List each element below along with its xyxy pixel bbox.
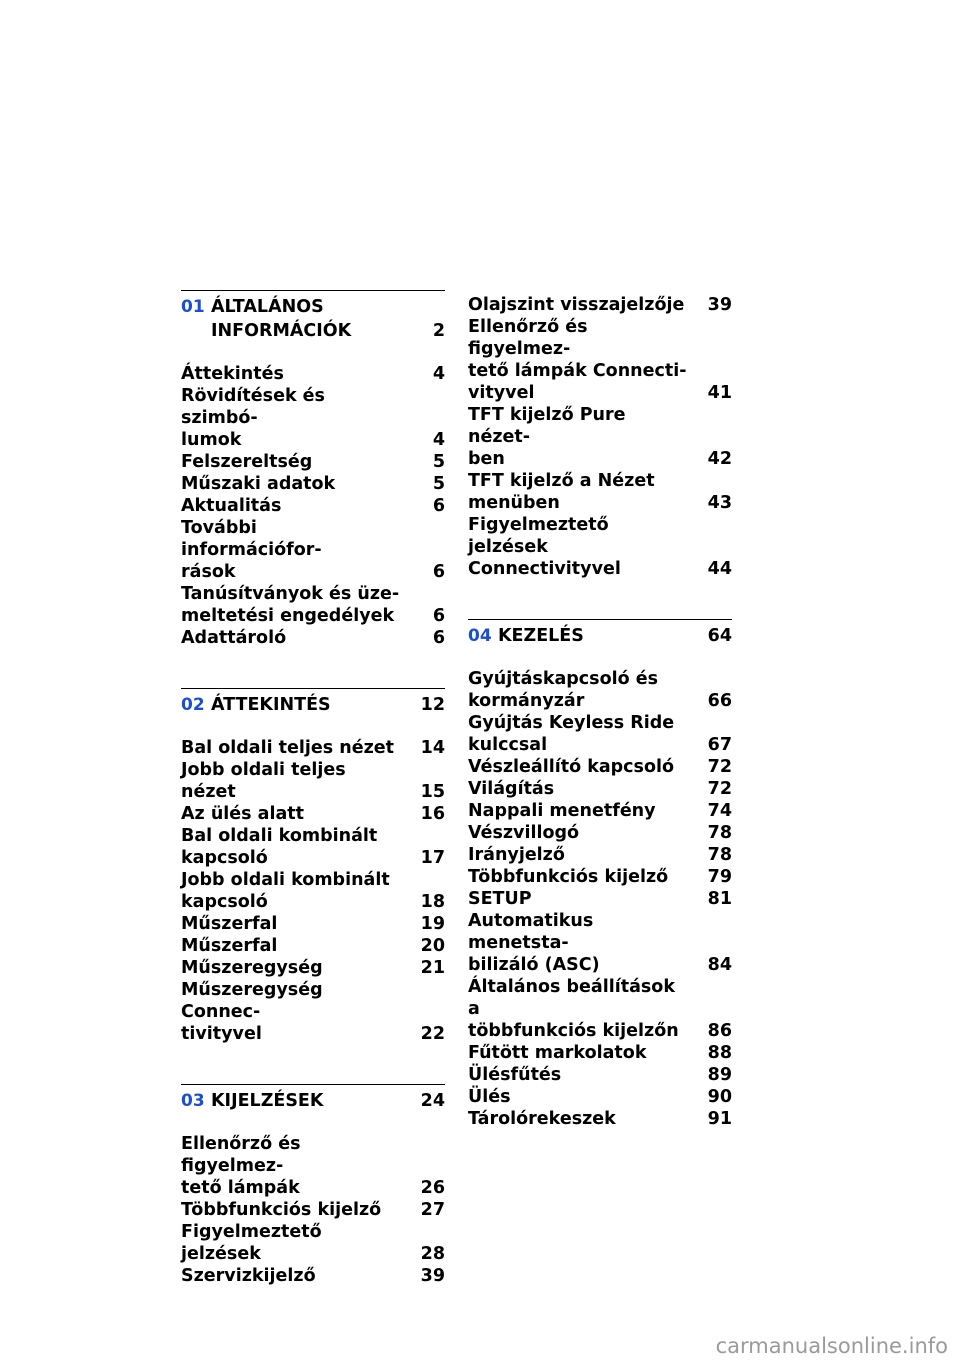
toc-entry-title: Általános beállítások a többfunkciós kijelzőn <box>468 977 679 1041</box>
toc-entry-title: Vészvillogó <box>468 823 580 843</box>
toc-entry-title: Műszaki adatok <box>181 474 336 494</box>
toc-entry[interactable] <box>468 1108 732 1130</box>
section-number: 04 <box>468 626 492 646</box>
section-gap <box>181 649 445 688</box>
toc-entry-title: Bal oldali kombinált kapcsoló <box>181 826 378 868</box>
toc-entry-page: 39 <box>707 295 732 315</box>
toc-entry[interactable] <box>181 517 445 583</box>
toc-entry[interactable] <box>181 913 445 935</box>
section-title: ÁTTEKINTÉS <box>211 695 331 715</box>
toc-entry[interactable] <box>468 976 732 1042</box>
toc-entry-title: Szervizkijelző <box>181 1266 316 1286</box>
section-page: 2 <box>432 321 445 341</box>
toc-entry[interactable] <box>181 957 445 979</box>
toc-entry[interactable] <box>468 800 732 822</box>
toc-entry[interactable] <box>468 1064 732 1086</box>
toc-entry-page: 5 <box>432 474 445 494</box>
toc-entry-page: 18 <box>420 892 445 912</box>
toc-entry-title: Többfunkciós kijelző <box>468 867 669 887</box>
section-heading[interactable] <box>181 1085 445 1113</box>
toc-entry[interactable] <box>468 756 732 778</box>
toc-entry-page: 72 <box>707 757 732 777</box>
toc-entry-page: 84 <box>707 955 732 975</box>
toc-entry[interactable] <box>181 737 445 759</box>
toc-entry[interactable] <box>181 451 445 473</box>
toc-entry[interactable] <box>468 1042 732 1064</box>
toc-entry-page: 81 <box>707 889 732 909</box>
section-gap <box>468 580 732 619</box>
toc-entry[interactable] <box>181 759 445 803</box>
toc-entry-page: 89 <box>707 1065 732 1085</box>
toc-entry-page: 43 <box>707 493 732 513</box>
toc-entry[interactable] <box>181 869 445 913</box>
toc-entry[interactable] <box>468 778 732 800</box>
toc-entry-page: 26 <box>420 1178 445 1198</box>
toc-entry-title: Adattároló <box>181 628 287 648</box>
toc-entry-page: 21 <box>420 958 445 978</box>
toc-entry-title: Automatikus menetsta- bilizáló (ASC) <box>468 911 600 975</box>
toc-entry[interactable] <box>181 363 445 385</box>
toc-entry-page: 72 <box>707 779 732 799</box>
section-heading[interactable] <box>468 620 732 648</box>
toc-entry[interactable] <box>468 866 732 888</box>
toc-entry[interactable] <box>468 712 732 756</box>
toc-entry-title: Aktualitás <box>181 496 282 516</box>
toc-entry-title: Fűtött markolatok <box>468 1043 647 1063</box>
toc-entry-page: 67 <box>707 735 732 755</box>
toc-entry-page: 20 <box>420 936 445 956</box>
toc-entry-title: Műszeregység <box>181 958 323 978</box>
toc-section <box>181 688 445 1045</box>
toc-entry[interactable] <box>468 844 732 866</box>
toc-entry-page: 27 <box>420 1200 445 1220</box>
section-title: KIJELZÉSEK <box>211 1091 324 1111</box>
toc-entry[interactable] <box>468 910 732 976</box>
toc-entry[interactable] <box>181 1221 445 1265</box>
toc-entry-title: Többfunkciós kijelző <box>181 1200 382 1220</box>
toc-entry-title: Ülés <box>468 1087 511 1107</box>
toc-entry-title: Rövidítések és szimbó- lumok <box>181 386 325 450</box>
toc-entry-title: Jobb oldali kombinált kapcsoló <box>181 870 390 912</box>
toc-entry-title: Gyújtás Keyless Ride kulccsal <box>468 713 675 755</box>
section-title: KEZELÉS <box>498 626 584 646</box>
toc-entry-page: 28 <box>420 1244 445 1264</box>
toc-entry-page: 74 <box>707 801 732 821</box>
toc-entry[interactable] <box>181 495 445 517</box>
toc-entries <box>468 294 732 580</box>
toc-entry-page: 6 <box>432 606 445 626</box>
toc-entry-page: 17 <box>420 848 445 868</box>
toc-entry-title: Figyelmeztető jelzések <box>181 1222 322 1264</box>
toc-right-column <box>468 290 732 1130</box>
toc-entry-title: Műszerfal <box>181 936 278 956</box>
watermark-text: carmanualsonline.info <box>715 1334 948 1358</box>
toc-entry-page: 39 <box>420 1266 445 1286</box>
toc-entry-title: Vészleállító kapcsoló <box>468 757 675 777</box>
toc-entries <box>181 363 445 649</box>
toc-entry-title: Bal oldali teljes nézet <box>181 738 395 758</box>
section-page: 12 <box>420 695 445 715</box>
toc-entry-page: 42 <box>707 449 732 469</box>
toc-entry-page: 4 <box>432 364 445 384</box>
toc-entry-page: 66 <box>707 691 732 711</box>
section-title: ÁLTALÁNOS INFORMÁCIÓK <box>211 297 352 341</box>
toc-entry[interactable] <box>468 822 732 844</box>
toc-entry-page: 44 <box>707 559 732 579</box>
toc-entries <box>181 737 445 1045</box>
toc-entry[interactable] <box>468 1086 732 1108</box>
toc-entry[interactable] <box>468 316 732 404</box>
toc-left-column <box>181 290 445 1287</box>
toc-entry[interactable] <box>468 668 732 712</box>
section-heading[interactable] <box>181 689 445 717</box>
toc-entry[interactable] <box>468 470 732 514</box>
toc-entry[interactable] <box>181 1265 445 1287</box>
toc-entry-title: TFT kijelző Pure nézet- ben <box>468 405 626 469</box>
toc-entry[interactable] <box>468 888 732 910</box>
section-heading[interactable] <box>181 291 445 343</box>
toc-entry-page: 6 <box>432 562 445 582</box>
toc-entry-page: 6 <box>432 628 445 648</box>
toc-entry-title: Az ülés alatt <box>181 804 305 824</box>
toc-entry[interactable] <box>181 803 445 825</box>
toc-entry-page: 86 <box>707 1021 732 1041</box>
toc-section <box>181 290 445 649</box>
toc-entry-page: 79 <box>707 867 732 887</box>
toc-entry[interactable] <box>181 979 445 1045</box>
toc-entry-page: 16 <box>420 804 445 824</box>
toc-entry[interactable] <box>181 627 445 649</box>
section-page: 64 <box>707 626 732 646</box>
toc-entry[interactable] <box>468 294 732 316</box>
toc-entry-title: Ülésfűtés <box>468 1065 562 1085</box>
section-page: 24 <box>420 1091 445 1111</box>
toc-entry[interactable] <box>468 514 732 580</box>
toc-entry[interactable] <box>181 473 445 495</box>
toc-entry-page: 78 <box>707 823 732 843</box>
toc-entry-page: 88 <box>707 1043 732 1063</box>
toc-entry[interactable] <box>181 1199 445 1221</box>
toc-entry-title: Ellenőrző és figyelmez- tető lámpák Connecti- vityvel <box>468 317 687 403</box>
toc-entry-title: Műszeregység Connec- tivityvel <box>181 980 323 1044</box>
toc-entry-title: Áttekintés <box>181 364 284 384</box>
toc-entry-page: 41 <box>707 383 732 403</box>
toc-entry-page: 5 <box>432 452 445 472</box>
toc-entry-page: 22 <box>420 1024 445 1044</box>
toc-entry-page: 19 <box>420 914 445 934</box>
toc-entry-title: Figyelmeztető jelzések Connectivityvel <box>468 515 621 579</box>
toc-entry-title: Tanúsítványok és üze- meltetési engedélyek <box>181 584 400 626</box>
toc-entries <box>181 1133 445 1287</box>
toc-section <box>468 619 732 1130</box>
toc-entry-title: Felszereltség <box>181 452 313 472</box>
toc-entry-title: Nappali menetfény <box>468 801 656 821</box>
toc-entry-title: Olajszint visszajelzője <box>468 295 685 315</box>
toc-entry[interactable] <box>181 935 445 957</box>
toc-entry[interactable] <box>181 385 445 451</box>
toc-entry-title: További információfor- rások <box>181 518 322 582</box>
toc-entry[interactable] <box>468 404 732 470</box>
section-gap <box>181 1045 445 1084</box>
toc-entry-title: Jobb oldali teljes nézet <box>181 760 346 802</box>
toc-section <box>181 1084 445 1287</box>
toc-entry-title: SETUP <box>468 889 532 909</box>
toc-entry-title: Gyújtáskapcsoló és kormányzár <box>468 669 659 711</box>
toc-entry-title: Irányjelző <box>468 845 565 865</box>
toc-entries <box>468 668 732 1130</box>
toc-entry-page: 91 <box>707 1109 732 1129</box>
toc-entry-page: 6 <box>432 496 445 516</box>
toc-entry[interactable] <box>181 1133 445 1199</box>
toc-entry-title: Műszerfal <box>181 914 278 934</box>
section-number: 02 <box>181 695 205 715</box>
toc-entry-page: 14 <box>420 738 445 758</box>
toc-entry-page: 90 <box>707 1087 732 1107</box>
toc-entry-title: Ellenőrző és figyelmez- tető lámpák <box>181 1134 301 1198</box>
toc-entry-title: TFT kijelző a Nézet menüben <box>468 471 655 513</box>
toc-entry-title: Tárolórekeszek <box>468 1109 616 1129</box>
toc-entry-page: 78 <box>707 845 732 865</box>
toc-entry[interactable] <box>181 583 445 627</box>
section-number: 01 <box>181 297 205 317</box>
toc-entry-title: Világítás <box>468 779 555 799</box>
toc-entry[interactable] <box>181 825 445 869</box>
section-number: 03 <box>181 1091 205 1111</box>
toc-entry-page: 15 <box>420 782 445 802</box>
toc-entry-page: 4 <box>432 430 445 450</box>
